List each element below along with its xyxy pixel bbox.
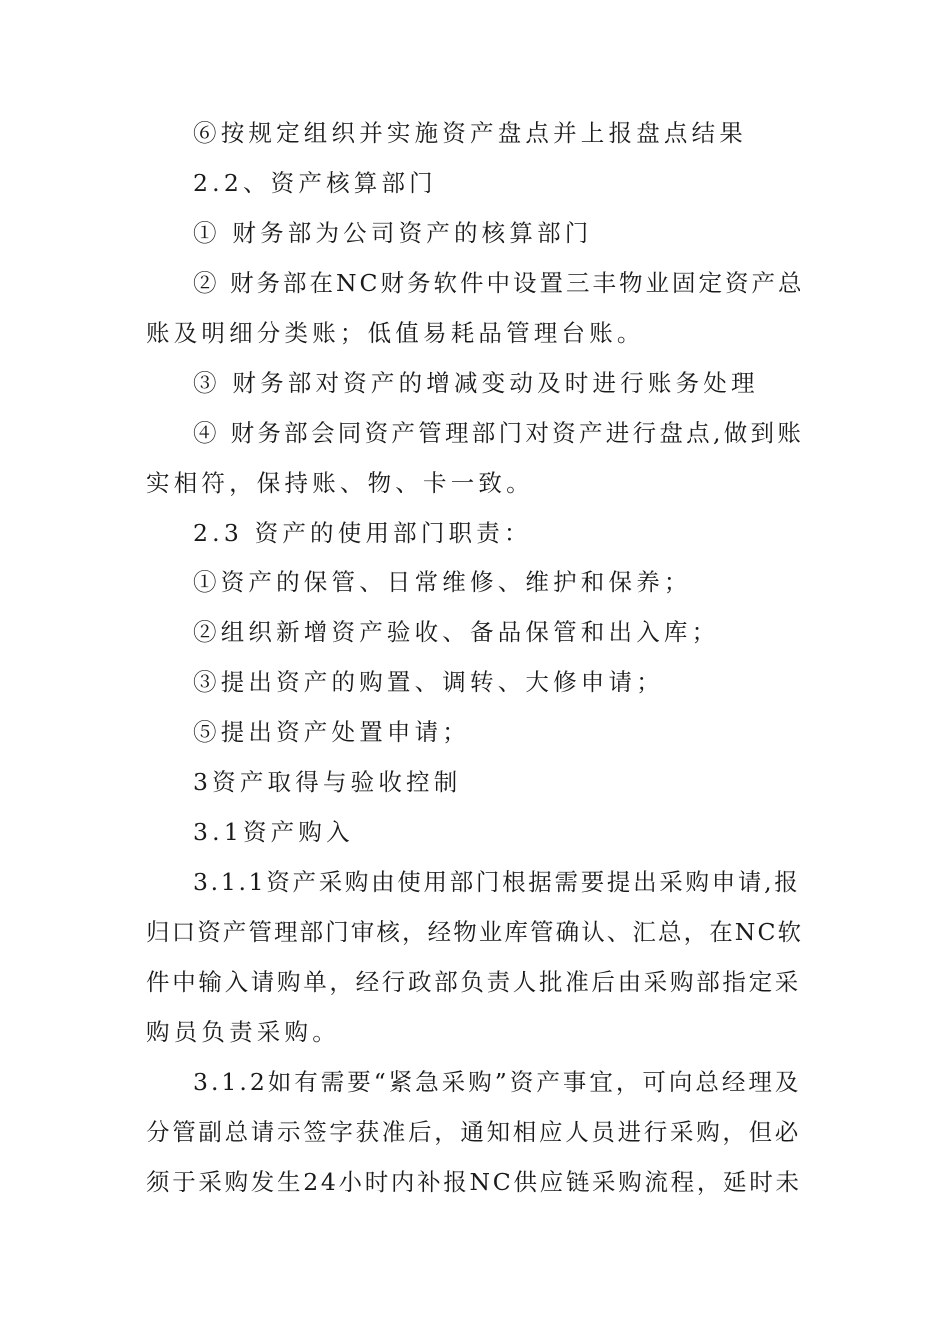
text-line: 购员负责采购。 [146,1018,340,1046]
text-line: 实相符，保持账、物、卡一致。 [146,469,534,497]
text-line: 3.1.1资产采购由使用部门根据需要提出采购申请,报 [193,868,801,896]
section-heading: 2.2、资产核算部门 [193,169,437,197]
text-line: ③ 财务部对资产的增减变动及时进行账务处理 [193,369,759,397]
section-heading: 3.1资产购入 [193,818,354,846]
text-line: ⑤提出资产处置申请； [193,718,470,746]
text-line: 3.1.2如有需要“紧急采购”资产事宜，可向总经理及 [193,1068,802,1096]
text-line: 归口资产管理部门审核，经物业库管确认、汇总，在NC软 [146,918,804,946]
text-line: ④ 财务部会同资产管理部门对资产进行盘点,做到账 [193,419,805,447]
text-line: ②组织新增资产验收、备品保管和出入库； [193,618,720,646]
text-line: 件中输入请购单，经行政部负责人批准后由采购部指定采 [146,968,801,996]
text-line: ① 财务部为公司资产的核算部门 [193,219,593,247]
text-line: ③提出资产的购置、调转、大修申请； [193,668,664,696]
text-line: 分管副总请示签字获准后，通知相应人员进行采购，但必 [146,1118,801,1146]
section-heading: 3资产取得与验收控制 [193,768,462,796]
text-line: ①资产的保管、日常维修、维护和保养； [193,568,692,596]
text-line: ② 财务部在NC财务软件中设置三丰物业固定资产总 [193,269,805,297]
text-line: ⑥按规定组织并实施资产盘点并上报盘点结果 [193,119,747,147]
text-line: 账及明细分类账；低值易耗品管理台账。 [146,319,645,347]
section-heading: 2.3 资产的使用部门职责： [193,519,532,547]
text-line: 须于采购发生24小时内补报NC供应链采购流程，延时未 [146,1168,802,1196]
